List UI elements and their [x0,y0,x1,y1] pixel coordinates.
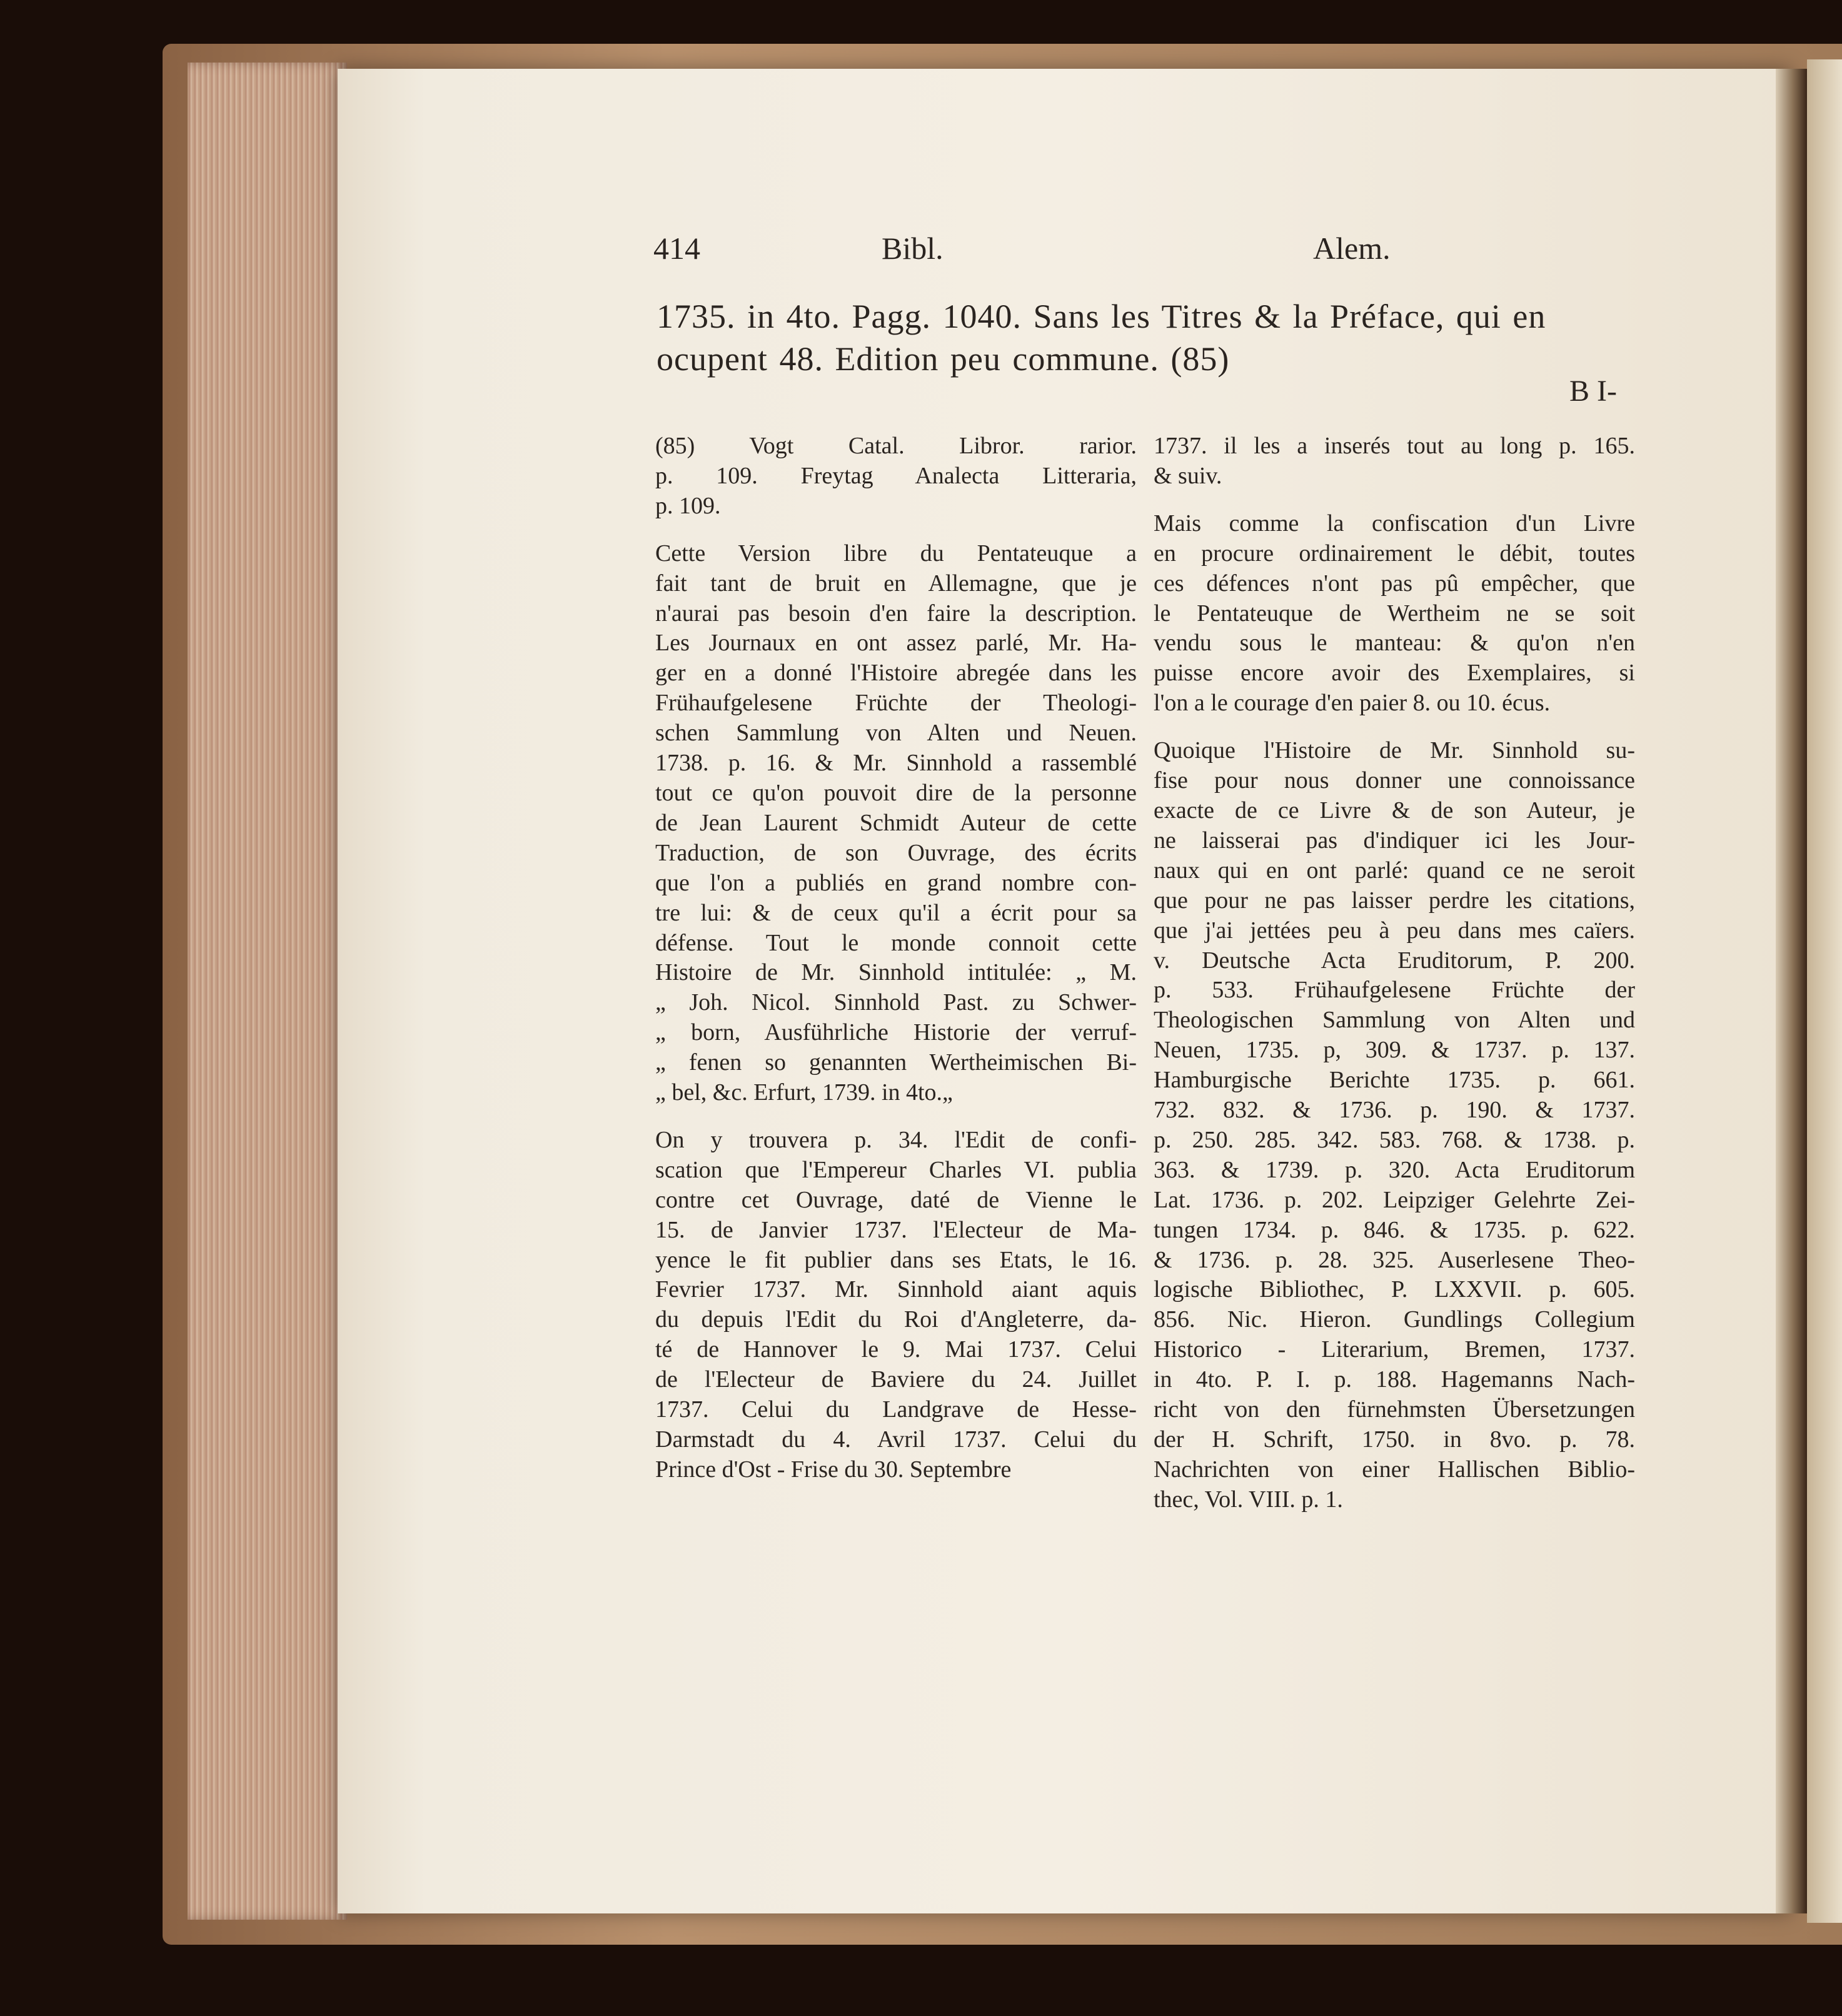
page-edges [188,63,347,1920]
right-column-line: 1737. il les a inserés tout au long p. 165. [1154,433,1635,459]
left-column-line: Darmstadt du 4. Avril 1737. Celui du [655,1426,1137,1453]
title-line-2: ocupent 48. Edition peu commune. (85) [657,340,1230,378]
right-column-line: exacte de ce Livre & de son Auteur, je [1154,797,1635,824]
right-column-line: thec, Vol. VIII. p. 1. [1154,1486,1343,1513]
right-column-line: l'on a le courage d'en paier 8. ou 10. écus. [1154,690,1551,717]
running-head-left: Bibl. [882,231,944,266]
right-column-line: 363. & 1739. p. 320. Acta Eruditorum [1154,1156,1635,1183]
right-column-line: Historico - Literarium, Bremen, 1737. [1154,1336,1635,1363]
left-column-line: Frühaufgelesene Früchte der Theologi- [655,690,1137,717]
left-column-line: Traduction, de son Ouvrage, des écrits [655,839,1137,866]
right-column-line: richt von den fürnehmsten Übersetzungen [1154,1396,1635,1423]
catchword: B I- [1569,375,1617,408]
right-column-line: & suiv. [1154,462,1222,489]
page-number: 414 [653,231,700,266]
right-column-line: le Pentateuque de Wertheim ne se soit [1154,600,1635,627]
right-column-line: Theologischen Sammlung von Alten und [1154,1007,1635,1034]
right-column-line: Neuen, 1735. p, 309. & 1737. p. 137. [1154,1037,1635,1064]
left-column-line: p. 109. Freytag Analecta Litteraria, [655,462,1137,489]
right-column-line: & 1736. p. 28. 325. Auserlesene Theo- [1154,1246,1635,1273]
right-column-line: Hamburgische Berichte 1735. p. 661. [1154,1067,1635,1094]
paragraph-gap [1154,718,1635,736]
left-column-line: ger en a donné l'Histoire abregée dans les [655,660,1137,687]
left-column-line: tout ce qu'on pouvoit dire de la personne [655,779,1137,806]
facing-page-edge [1807,59,1842,1923]
left-column-line: Histoire de Mr. Sinnhold intitulée: „ M. [655,959,1137,986]
paragraph-gap [655,522,1137,539]
left-column-line: Prince d'Ost - Frise du 30. Septembre [655,1456,1012,1483]
left-column-line: de Jean Laurent Schmidt Auteur de cette [655,809,1137,836]
right-column-line: que j'ai jettées peu à peu dans mes caïers. [1154,917,1635,944]
paragraph-gap [655,1108,1137,1126]
right-column-line: ne laisserai pas d'indiquer ici les Jour- [1154,827,1635,854]
left-column-line: yence le fit publier dans ses Etats, le 16. [655,1246,1137,1273]
left-column-line: „ fenen so genannten Wertheimischen Bi- [655,1049,1137,1076]
left-column-line: du depuis l'Edit du Roi d'Angleterre, da- [655,1306,1137,1333]
left-column-line: On y trouvera p. 34. l'Edit de confi- [655,1126,1137,1153]
right-column-line: p. 250. 285. 342. 583. 768. & 1738. p. [1154,1126,1635,1153]
left-column-line: défense. Tout le monde connoit cette [655,929,1137,956]
left-column-line: Les Journaux en ont assez parlé, Mr. Ha- [655,630,1137,657]
left-column-line: contre cet Ouvrage, daté de Vienne le [655,1186,1137,1213]
left-column-line: schen Sammlung von Alten und Neuen. [655,720,1137,747]
left-column-line: Cette Version libre du Pentateuque a [655,540,1137,567]
right-column-line: 732. 832. & 1736. p. 190. & 1737. [1154,1097,1635,1124]
left-column-line: que l'on a publiés en grand nombre con- [655,869,1137,896]
right-column-line: logische Bibliothec, P. LXXVII. p. 605. [1154,1276,1635,1303]
left-column-line: scation que l'Empereur Charles VI. publia [655,1156,1137,1183]
left-column-line: 15. de Janvier 1737. l'Electeur de Ma- [655,1216,1137,1243]
right-column-line: Mais comme la confiscation d'un Livre [1154,510,1635,537]
left-column-line: 1738. p. 16. & Mr. Sinnhold a rassemblé [655,750,1137,777]
right-column-line: vendu sous le manteau: & qu'on n'en [1154,630,1635,657]
book-gutter [1776,69,1807,1913]
left-column-line: „ bel, &c. Erfurt, 1739. in 4to.„ [655,1079,953,1106]
right-column-line: tungen 1734. p. 846. & 1735. p. 622. [1154,1216,1635,1243]
left-column-line: 1737. Celui du Landgrave de Hesse- [655,1396,1137,1423]
right-column-line: ces défences n'ont pas pû empêcher, que [1154,570,1635,597]
right-column-line: naux qui en ont parlé: quand ce ne seroit [1154,857,1635,884]
right-column-line: p. 533. Frühaufgelesene Früchte der [1154,977,1635,1004]
left-column-line: „ Joh. Nicol. Sinnhold Past. zu Schwer- [655,989,1137,1016]
right-column-line: Lat. 1736. p. 202. Leipziger Gelehrte Zei- [1154,1186,1635,1213]
right-column-line: que pour ne pas laisser perdre les citations, [1154,887,1635,914]
title-line-1: 1735. in 4to. Pagg. 1040. Sans les Titres & la Préface, qui en [657,298,1546,335]
left-column-line: de l'Electeur de Baviere du 24. Juillet [655,1366,1137,1393]
left-column-line: n'aurai pas besoin d'en faire la description. [655,600,1137,627]
running-head-right: Alem. [1313,231,1391,266]
left-column-line: p. 109. [655,492,721,519]
left-column-line: té de Hannover le 9. Mai 1737. Celui [655,1336,1137,1363]
left-column-line: Fevrier 1737. Mr. Sinnhold aiant aquis [655,1276,1137,1303]
right-column-line: Quoique l'Histoire de Mr. Sinnhold su- [1154,737,1635,764]
right-column-line: der H. Schrift, 1750. in 8vo. p. 78. [1154,1426,1635,1453]
right-column [1154,431,1635,1515]
right-column-line: Nachrichten von einer Hallischen Biblio- [1154,1456,1635,1483]
right-column-line: 856. Nic. Hieron. Gundlings Collegium [1154,1306,1635,1333]
left-column-line: tre lui: & de ceux qu'il a écrit pour sa [655,899,1137,926]
right-column-line: fise pour nous donner une connoissance [1154,767,1635,794]
paragraph-gap [1154,491,1635,509]
right-column-line: puisse encore avoir des Exemplaires, si [1154,660,1635,687]
left-column-line: „ born, Ausführliche Historie der verruf- [655,1019,1137,1046]
right-column-line: v. Deutsche Acta Eruditorum, P. 200. [1154,947,1635,974]
right-column-line: in 4to. P. I. p. 188. Hagemanns Nach- [1154,1366,1635,1393]
left-column [655,431,1137,1485]
left-column-line: fait tant de bruit en Allemagne, que je [655,570,1137,597]
right-column-line: en procure ordinairement le débit, toutes [1154,540,1635,567]
left-column-line: (85) Vogt Catal. Libror. rarior. [655,433,1137,459]
